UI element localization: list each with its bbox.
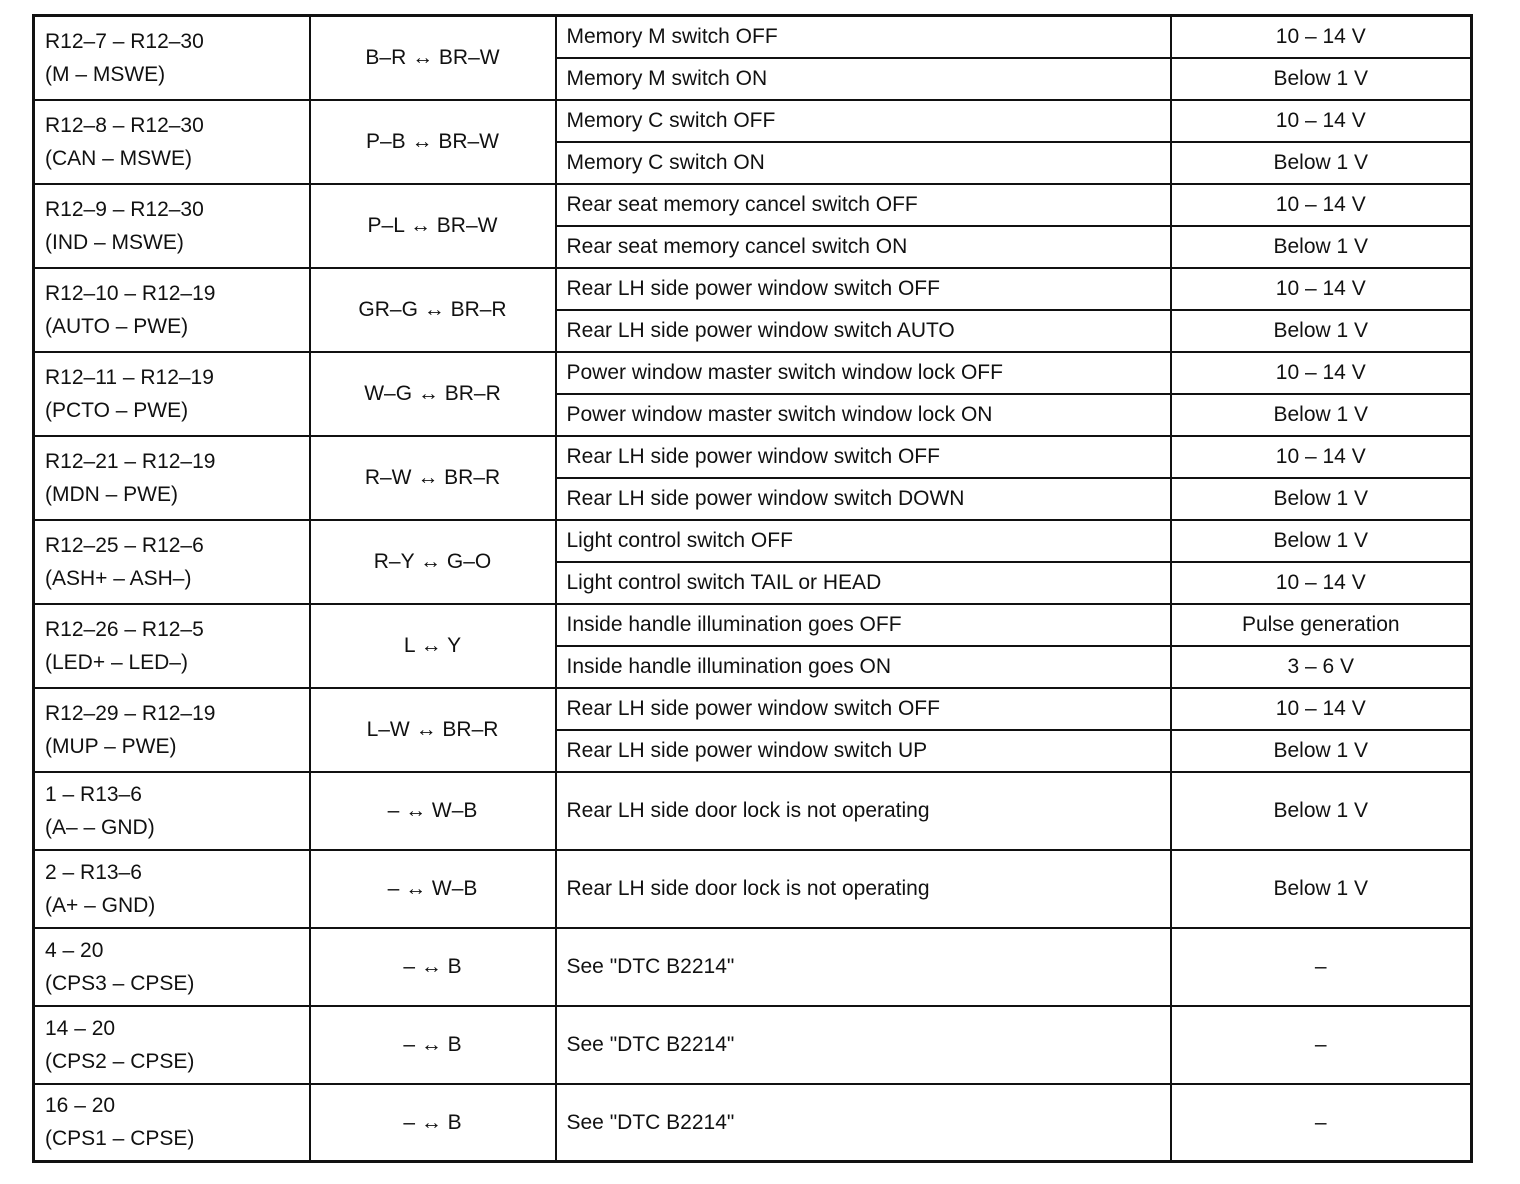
terminal-cell	[34, 1006, 310, 1084]
specified-value-cell: –	[1171, 928, 1472, 1006]
condition-cell: Rear LH side power window switch UP	[556, 730, 1171, 772]
terminal-numbers: 2 – R13–6	[45, 860, 142, 884]
table-row	[34, 1084, 1472, 1162]
condition-cell: Rear LH side power window switch OFF	[556, 688, 1171, 730]
table-row	[34, 1006, 1472, 1084]
specified-value-cell: 10 – 14 V	[1171, 688, 1472, 730]
wiring-color-cell: R–Y ↔ G–O	[310, 520, 556, 604]
condition-cell: Memory C switch OFF	[556, 100, 1171, 142]
terminal-symbols: (CPS2 – CPSE)	[45, 1049, 195, 1073]
wiring-color-cell: P–L ↔ BR–W	[310, 184, 556, 268]
wiring-color-cell: – ↔ B	[310, 928, 556, 1006]
condition-cell: Power window master switch window lock ON	[556, 394, 1171, 436]
wiring-color-cell: – ↔ W–B	[310, 850, 556, 928]
terminal-numbers: R12–10 – R12–19	[45, 281, 216, 305]
terminal-symbols: (CPS1 – CPSE)	[45, 1127, 195, 1151]
specified-value-cell: Below 1 V	[1171, 730, 1472, 772]
terminal-cell	[34, 604, 310, 688]
table-row	[34, 268, 1472, 310]
condition-cell: Memory M switch ON	[556, 58, 1171, 100]
specified-value-cell: 10 – 14 V	[1171, 16, 1472, 58]
wiring-color-cell: B–R ↔ BR–W	[310, 16, 556, 100]
terminal-cell	[34, 928, 310, 1006]
specified-value-cell: 10 – 14 V	[1171, 268, 1472, 310]
terminal-symbols: (AUTO – PWE)	[45, 314, 189, 338]
wiring-color-cell: L ↔ Y	[310, 604, 556, 688]
condition-cell: Light control switch TAIL or HEAD	[556, 562, 1171, 604]
condition-cell: Memory M switch OFF	[556, 16, 1171, 58]
condition-cell: See "DTC B2214"	[556, 1084, 1171, 1162]
table-row	[34, 850, 1472, 928]
terminal-cell	[34, 16, 310, 100]
condition-cell: Inside handle illumination goes ON	[556, 646, 1171, 688]
condition-cell: Inside handle illumination goes OFF	[556, 604, 1171, 646]
terminal-cell	[34, 352, 310, 436]
condition-cell: See "DTC B2214"	[556, 1006, 1171, 1084]
condition-cell: Memory C switch ON	[556, 142, 1171, 184]
specified-value-cell: Below 1 V	[1171, 850, 1472, 928]
condition-cell: See "DTC B2214"	[556, 928, 1171, 1006]
specified-value-cell: Below 1 V	[1171, 772, 1472, 850]
wiring-color-cell: – ↔ B	[310, 1006, 556, 1084]
table-row	[34, 16, 1472, 58]
terminal-symbols: (M – MSWE)	[45, 62, 166, 86]
wiring-color-cell: – ↔ B	[310, 1084, 556, 1162]
terminal-numbers: R12–29 – R12–19	[45, 701, 216, 725]
table-row	[34, 184, 1472, 226]
specified-value-cell: 10 – 14 V	[1171, 184, 1472, 226]
terminal-numbers: R12–8 – R12–30	[45, 113, 204, 137]
terminal-cell	[34, 100, 310, 184]
terminal-symbols: (MUP – PWE)	[45, 734, 177, 758]
specified-value-cell: 10 – 14 V	[1171, 436, 1472, 478]
terminal-symbols: (CPS3 – CPSE)	[45, 971, 195, 995]
condition-cell: Power window master switch window lock OFF	[556, 352, 1171, 394]
terminal-symbols: (MDN – PWE)	[45, 482, 178, 506]
table-row	[34, 688, 1472, 730]
terminal-spec-table	[32, 14, 1473, 1163]
specified-value-cell: Below 1 V	[1171, 394, 1472, 436]
terminal-symbols: (ASH+ – ASH–)	[45, 566, 192, 590]
table-row	[34, 352, 1472, 394]
terminal-cell	[34, 850, 310, 928]
table-row	[34, 100, 1472, 142]
specified-value-cell: 10 – 14 V	[1171, 352, 1472, 394]
condition-cell: Rear LH side power window switch OFF	[556, 268, 1171, 310]
table-row	[34, 928, 1472, 1006]
table-row	[34, 520, 1472, 562]
specified-value-cell: 10 – 14 V	[1171, 562, 1472, 604]
terminal-numbers: R12–25 – R12–6	[45, 533, 204, 557]
table-row	[34, 604, 1472, 646]
table-row	[34, 772, 1472, 850]
terminal-cell	[34, 688, 310, 772]
terminal-cell	[34, 268, 310, 352]
condition-cell: Rear LH side power window switch AUTO	[556, 310, 1171, 352]
condition-cell: Rear LH side door lock is not operating	[556, 850, 1171, 928]
terminal-symbols: (A– – GND)	[45, 815, 155, 839]
wiring-color-cell: L–W ↔ BR–R	[310, 688, 556, 772]
terminal-numbers: 14 – 20	[45, 1016, 116, 1040]
specified-value-cell: –	[1171, 1084, 1472, 1162]
terminal-symbols: (IND – MSWE)	[45, 230, 184, 254]
terminal-cell	[34, 436, 310, 520]
terminal-symbols: (PCTO – PWE)	[45, 398, 189, 422]
table-body	[34, 16, 1472, 1162]
terminal-numbers: R12–7 – R12–30	[45, 29, 204, 53]
wiring-color-cell: P–B ↔ BR–W	[310, 100, 556, 184]
condition-cell: Rear LH side door lock is not operating	[556, 772, 1171, 850]
specified-value-cell: Below 1 V	[1171, 520, 1472, 562]
terminal-numbers: 16 – 20	[45, 1094, 116, 1118]
terminal-numbers: 4 – 20	[45, 938, 104, 962]
condition-cell: Rear seat memory cancel switch ON	[556, 226, 1171, 268]
terminal-cell	[34, 772, 310, 850]
specified-value-cell: Below 1 V	[1171, 226, 1472, 268]
specified-value-cell: Pulse generation	[1171, 604, 1472, 646]
wiring-color-cell: W–G ↔ BR–R	[310, 352, 556, 436]
specified-value-cell: 3 – 6 V	[1171, 646, 1472, 688]
specified-value-cell: Below 1 V	[1171, 58, 1472, 100]
terminal-numbers: R12–11 – R12–19	[45, 365, 214, 389]
wiring-color-cell: – ↔ W–B	[310, 772, 556, 850]
terminal-cell	[34, 184, 310, 268]
specified-value-cell: 10 – 14 V	[1171, 100, 1472, 142]
specified-value-cell: Below 1 V	[1171, 478, 1472, 520]
wiring-color-cell: GR–G ↔ BR–R	[310, 268, 556, 352]
specified-value-cell: Below 1 V	[1171, 310, 1472, 352]
terminal-numbers: 1 – R13–6	[45, 782, 142, 806]
terminal-cell	[34, 1084, 310, 1162]
condition-cell: Rear LH side power window switch DOWN	[556, 478, 1171, 520]
specified-value-cell: –	[1171, 1006, 1472, 1084]
condition-cell: Rear LH side power window switch OFF	[556, 436, 1171, 478]
terminal-cell	[34, 520, 310, 604]
condition-cell: Light control switch OFF	[556, 520, 1171, 562]
terminal-symbols: (A+ – GND)	[45, 893, 156, 917]
terminal-numbers: R12–21 – R12–19	[45, 449, 216, 473]
terminal-numbers: R12–26 – R12–5	[45, 617, 204, 641]
specified-value-cell: Below 1 V	[1171, 142, 1472, 184]
terminal-numbers: R12–9 – R12–30	[45, 197, 204, 221]
table-row	[34, 436, 1472, 478]
terminal-symbols: (CAN – MSWE)	[45, 146, 192, 170]
terminal-symbols: (LED+ – LED–)	[45, 650, 188, 674]
condition-cell: Rear seat memory cancel switch OFF	[556, 184, 1171, 226]
wiring-color-cell: R–W ↔ BR–R	[310, 436, 556, 520]
